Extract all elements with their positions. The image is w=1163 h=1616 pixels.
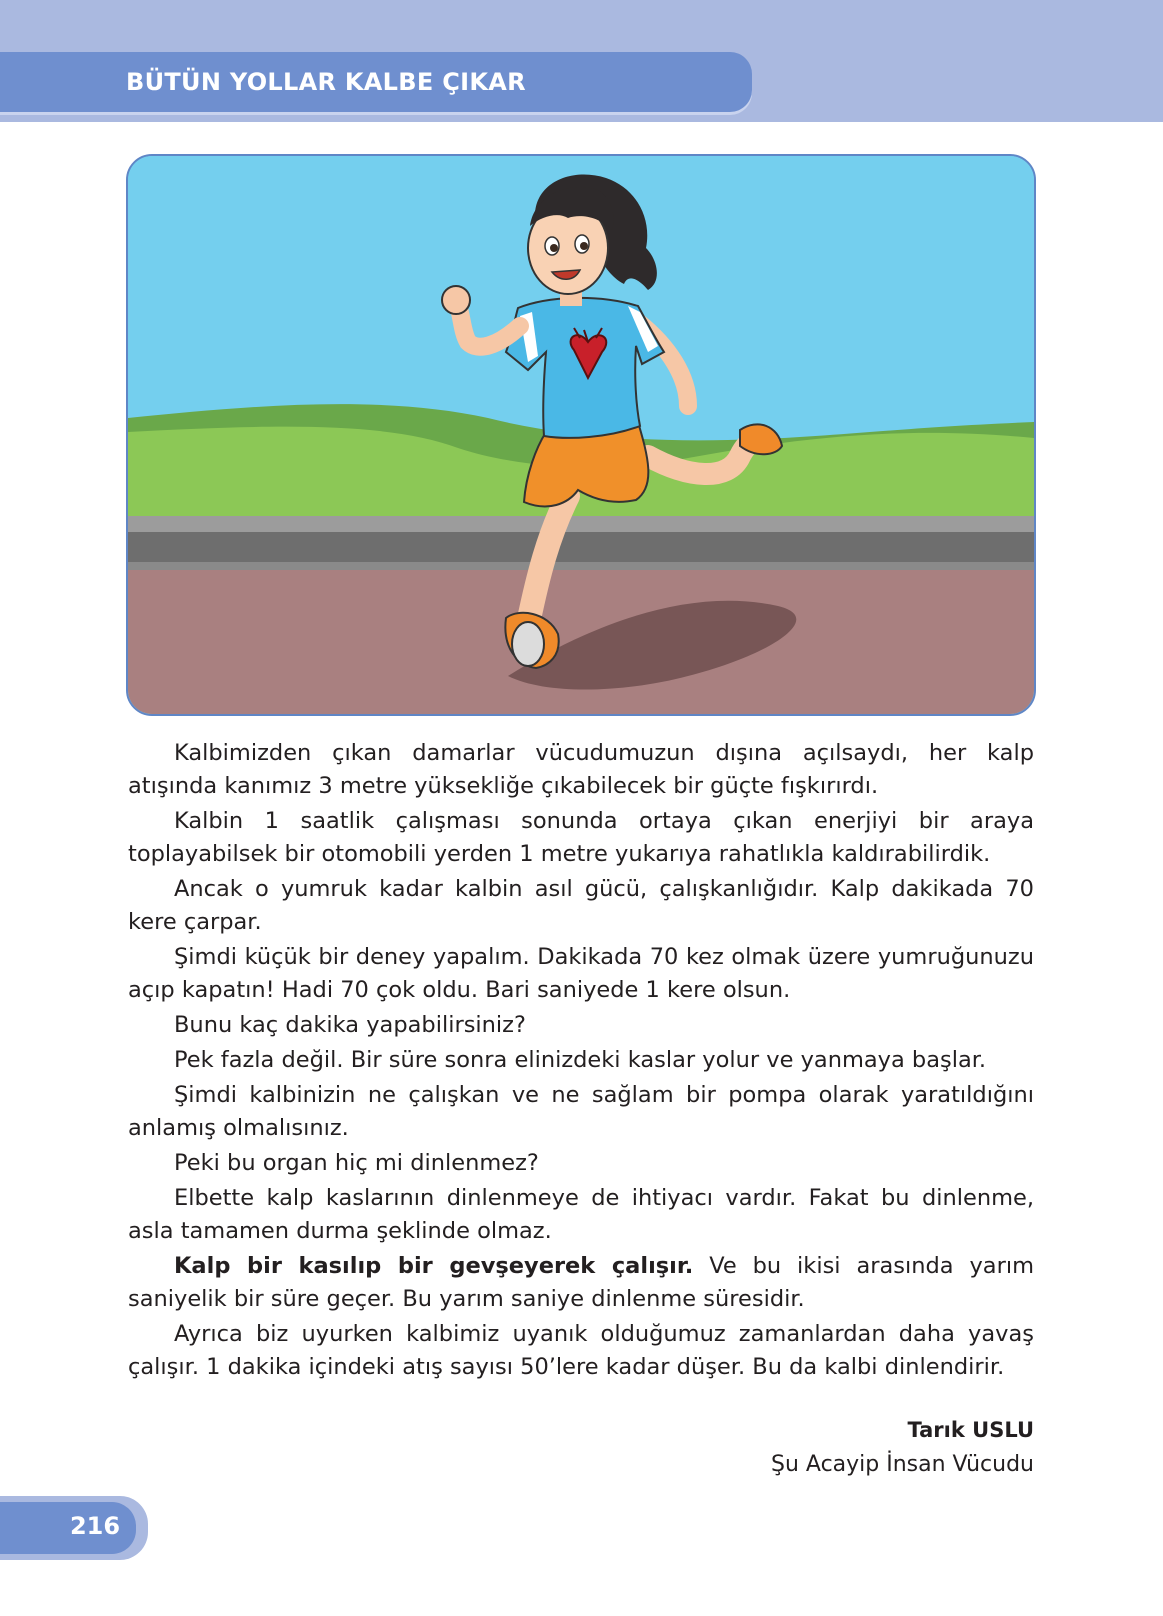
barrier-base (128, 562, 1034, 570)
illustration-girl-running (126, 154, 1036, 716)
left-pupil (550, 244, 558, 252)
paragraph-7: Şimdi kalbinizin ne çalışkan ve ne sağlam bir pompa olarak yaratıldığını anlamış olmalısınız. (128, 1082, 1034, 1141)
paragraph-10-rest: Ve bu ikisi arasında yarım saniyelik bir süre geçer. Bu yarım saniye dinlenme süresidir. (128, 1253, 1034, 1312)
author-name: Tarık USLU (907, 1418, 1034, 1442)
page-number: 216 (69, 1512, 121, 1540)
barrier-top (128, 516, 1034, 532)
fist (442, 286, 470, 314)
barrier-face (128, 532, 1034, 562)
right-pupil (580, 242, 588, 250)
paragraph-5: Bunu kaç dakika yapabilirsiniz? (174, 1012, 526, 1038)
paragraph-1: Kalbimizden çıkan damarlar vücudumuzun dışına açılsaydı, her kalp atışında kanımız 3 metre yüksekliğe çıkabilecek bir güçte fışkırırdı. (128, 740, 1034, 799)
paragraph-10-bold: Kalp bir kasılıp bir gevşeyerek çalışır. (174, 1253, 694, 1279)
paragraph-9: Elbette kalp kaslarının dinlenmeye de ihtiyacı vardır. Fakat bu dinlenme, asla tamamen durma şeklinde olmaz. (128, 1185, 1034, 1244)
paragraph-11: Ayrıca biz uyurken kalbimiz uyanık olduğumuz zamanlardan daha yavaş çalışır. 1 dakika içindeki atış sayısı 50’lere kadar düşer. Bu da kalbi dinlendirir. (128, 1321, 1034, 1380)
article-body (128, 737, 1034, 1386)
paragraph-2: Kalbin 1 saatlik çalışması sonunda ortaya çıkan enerjiyi bir araya toplayabilsek bir otomobili yerden 1 metre yukarıya rahatlıkla kaldırabilirdik. (128, 808, 1034, 867)
page-title: BÜTÜN YOLLAR KALBE ÇIKAR (126, 68, 526, 96)
paragraph-10 (128, 1250, 1034, 1316)
paragraph-6: Pek fazla değil. Bir süre sonra elinizdeki kaslar yolur ve yanmaya başlar. (174, 1047, 987, 1073)
paragraph-8: Peki bu organ hiç mi dinlenmez? (174, 1150, 539, 1176)
front-shoe-sole (512, 622, 544, 666)
paragraph-3: Ancak o yumruk kadar kalbin asıl gücü, çalışkanlığıdır. Kalp dakikada 70 kere çarpar. (128, 876, 1034, 935)
source-title: Şu Acayip İnsan Vücudu (771, 1452, 1034, 1477)
illustration-svg (128, 156, 1034, 714)
paragraph-4: Şimdi küçük bir deney yapalım. Dakikada 70 kez olmak üzere yumruğunuzu açıp kapatın! Hadi 70 çok oldu. Bari saniyede 1 kere olsun. (128, 944, 1034, 1003)
